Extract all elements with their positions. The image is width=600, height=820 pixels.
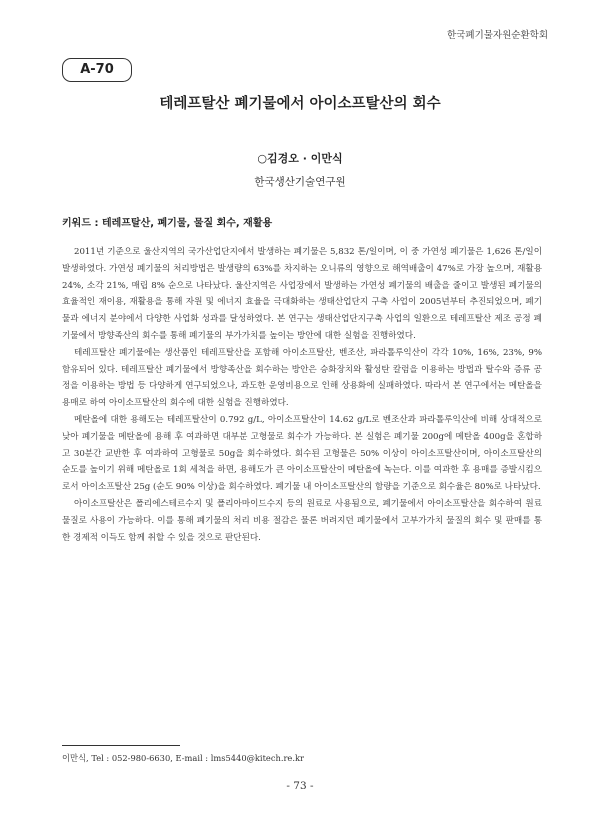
- paper-authors: ○김경오 · 이만식: [257, 152, 343, 165]
- paper-id-badge: A-70: [62, 58, 132, 82]
- body-paragraph-2: 테레프탈산 폐기물에는 생산품인 테레프탈산을 포함해 아이소프탈산, 벤조산, 파라톨루익산이 각각 10%, 16%, 23%, 9% 함유되어 있다. 테레프탈산 폐기물에서 방향족산을 회수하는 방안은 승화장치와 활성탄 칼럼을 이용하는 방법과 탈수와 증류 공정을 이용하는 방법 등 다양하게 연구되었으나, 과도한 운영비용으로 인해 상용화에 실패하였다. 따라서 본 연구에서는 메탄올을 용매로 하여 아이소프탈산의 회수에 대한 실험을 진행하였다.: [62, 347, 542, 409]
- abstract-body: [62, 244, 542, 546]
- paper-title: 테레프탈산 폐기물에서 아이소프탈산의 회수: [159, 96, 441, 112]
- page-number: - 73 -: [286, 780, 314, 792]
- body-paragraph-4: 아이소프탈산은 폴리에스테르수지 및 폴리아마이드수지 등의 원료로 사용됨으로, 폐기물에서 아이소프탈산을 회수하여 원료 물질로 사용이 가능하다. 이를 통해 폐기물의 처리 비용 절감은 물론 버려지던 폐기물에서 고부가가치 물질의 회수 및 판매를 통한 경제적 이득도 함께 취할 수 있을 것으로 판단된다.: [62, 498, 542, 543]
- body-paragraph-3: 메탄올에 대한 용해도는 테레프탈산이 0.792 g/L, 아이소프탈산이 14.62 g/L로 벤조산과 파라톨루익산에 비해 상대적으로 낮아 폐기물을 메탄올에 용해 후 여과하면 대부분 고형물로 회수가 가능하다. 본 실험은 폐기물 200g에 메탄올 400g을 혼합하고 30분간 교반한 후 여과하여 고형물로 50g을 회수하였다. 회수된 고형물은 50% 이상이 아이소프탈산이며, 아이소프탈산의 순도를 높이기 위해 메탄올로 1회 세척을 하면, 용해도가 큰 아이소프탈산이 메탄올에 녹는다. 이를 여과한 후 용매를 증발시킴으로서 아이소프탈산 25g (순도 90% 이상)을 회수하였다. 폐기물 내 아이소프탈산의 함량을 기준으로 회수율은 80%로 나타났다.: [62, 414, 542, 493]
- footnote-divider: [62, 745, 180, 746]
- paper-keywords: 키워드 : 테레프탈산, 폐기물, 물질 회수, 재활용: [62, 218, 273, 229]
- society-header: 한국폐기물자원순환학회: [447, 30, 548, 41]
- body-paragraph-1: 2011년 기준으로 울산지역의 국가산업단지에서 발생하는 폐기물은 5,832 톤/일이며, 이 중 가연성 폐기물은 1,626 톤/일이 발생하였다. 가연성 폐기물의 처리방법은 발생량의 63%를 차지하는 오니류의 영향으로 해역배출이 47%로 가장 높으며, 재활용 24%, 소각 21%, 매립 8% 순으로 나타났다. 울산지역은 사업장에서 발생하는 가연성 폐기물의 배출을 줄이고 발생된 폐기물의 효율적인 재이용, 재활용을 통해 자원 및 에너지 효율을 극대화하는 생태산업단지 구축 사업이 2005년부터 추진되었으며, 폐기물과 에너지 분야에서 다양한 사업화 성과를 달성하였다. 본 연구는 생태산업단지구축 사업의 일환으로 테레프탈산 제조 공정 폐기물에서 방향족산의 회수를 통해 폐기물의 부가가치를 높이는 방안에 대한 실험을 진행하였다.: [62, 247, 542, 341]
- paper-affiliation: 한국생산기술연구원: [254, 176, 346, 188]
- corresponding-author-footnote: 이만식, Tel : 052-980-6630, E-mail : lms5440@kitech.re.kr: [62, 753, 304, 763]
